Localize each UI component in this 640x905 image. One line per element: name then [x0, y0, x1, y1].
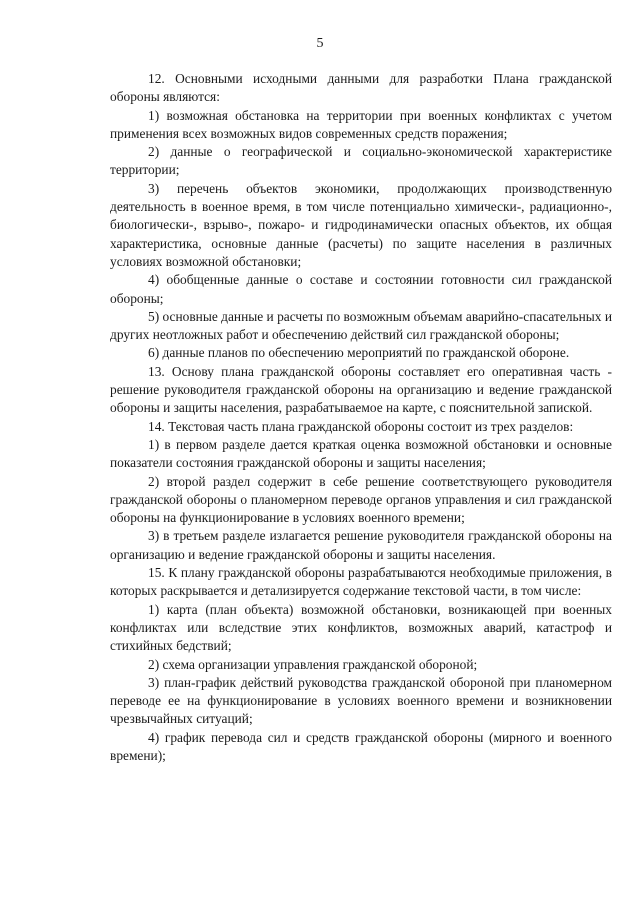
list-item-12-3: 3) перечень объектов экономики, продолжающих производственную деятельность в военное время, в том числе потенциально химически-, радиационно-, биологически-, взрыво-, пожаро- и гидродинамически опасных объектов, их общая характеристика, основные данные (расчеты) по защите населения в различных условиях возможной обстановки;: [110, 180, 612, 269]
paragraph-12: 12. Основными исходными данными для разработки Плана гражданской обороны являются:: [110, 71, 612, 105]
list-item-15-4: 4) график перевода сил и средств гражданской обороны (мирного и военного времени);: [110, 729, 612, 763]
document-body: [110, 70, 612, 765]
list-item-12-1: 1) возможная обстановка на территории при военных конфликтах с учетом применения всех возможных видов современных средств поражения;: [110, 107, 612, 141]
list-item-14-2: 2) второй раздел содержит в себе решение соответствующего руководителя гражданской обороны о планомерном переводе органов управления и сил гражданской обороны на функционирование в условиях военного времени;: [110, 473, 612, 526]
paragraph-13: 13. Основу плана гражданской обороны составляет его оперативная часть - решение руководителя гражданской обороны на организацию и ведение гражданской обороны и защиты населения, разрабатываемое на карте, с пояснительной запиской.: [110, 363, 612, 416]
paragraph-15: 15. К плану гражданской обороны разрабатываются необходимые приложения, в которых раскрывается и детализируется содержание текстовой части, в том числе:: [110, 565, 612, 599]
list-item-14-1: 1) в первом разделе дается краткая оценка возможной обстановки и основные показатели состояния гражданской обороны и защиты населения;: [110, 436, 612, 471]
list-item-12-4: 4) обобщенные данные о составе и состоянии готовности сил гражданской обороны;: [110, 272, 612, 306]
list-item-15-3: 3) план-график действий руководства гражданской обороной при планомерном переводе ее на функционирование в условиях военного времени и возникновении чрезвычайных ситуаций;: [110, 674, 612, 727]
list-item-12-6: 6) данные планов по обеспечению мероприятий по гражданской обороне.: [148, 345, 570, 361]
paragraph-14: 14. Текстовая часть плана гражданской обороны состоит из трех разделов:: [148, 418, 574, 434]
list-item-12-5: 5) основные данные и расчеты по возможным объемам аварийно-спасательных и других неотложных работ и обеспечению действий сил гражданской обороны;: [110, 308, 612, 343]
list-item-15-2: 2) схема организации управления гражданской обороной;: [148, 656, 478, 672]
list-item-15-1: 1) карта (план объекта) возможной обстановки, возникающей при военных конфликтах или вследствие этих конфликтов, возможных аварий, катастроф и стихийных бедствий;: [110, 601, 612, 654]
list-item-12-2: 2) данные о географической и социально-экономической характеристике территории;: [110, 144, 612, 178]
list-item-14-3: 3) в третьем разделе излагается решение руководителя гражданской обороны на организацию и ведение гражданской обороны и защиты населения.: [110, 528, 612, 562]
page-number: 5: [316, 36, 324, 51]
